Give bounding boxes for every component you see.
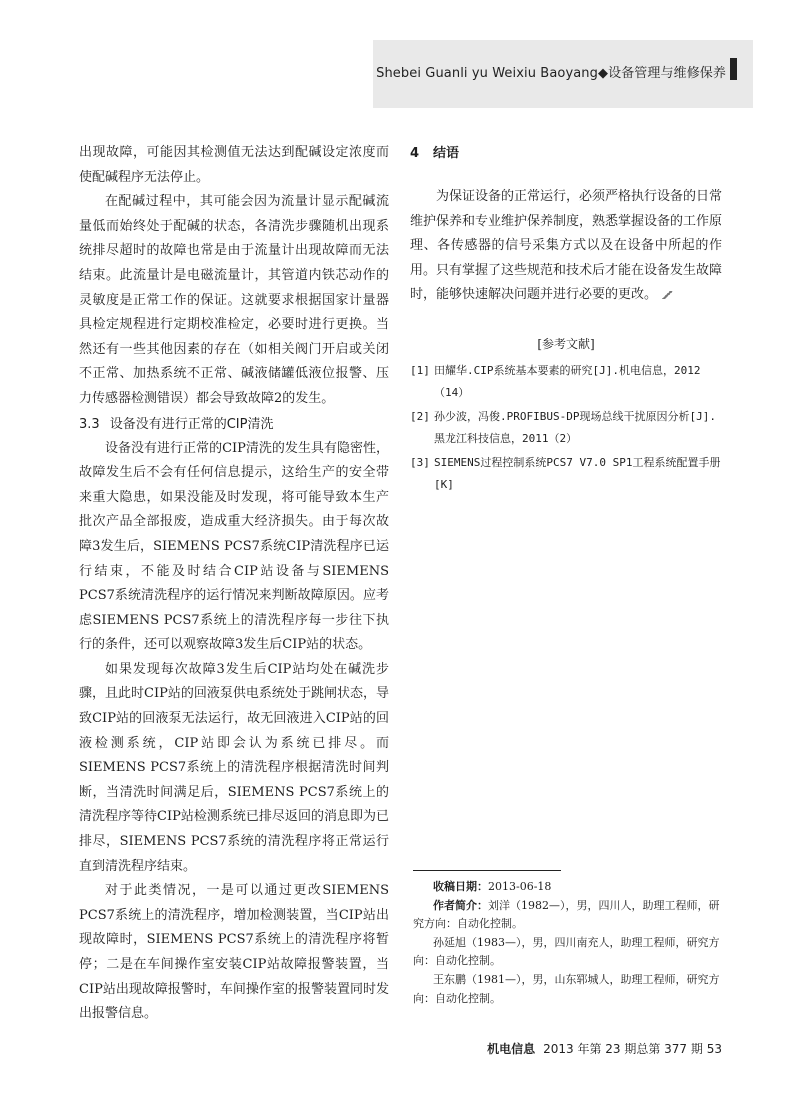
issue-info: 2013 年第 23 期总第 377 期 — [543, 1042, 703, 1056]
section-title: 结语 — [433, 146, 460, 161]
author-2: 孙延旭（1983—），男，四川南充人，助理工程师，研究方向：自动化控制。 — [413, 935, 720, 968]
left-column — [79, 141, 389, 1027]
reference-item — [410, 452, 722, 496]
conclusion-text: 为保证设备的正常运行，必须严格执行设备的日常维护保养和专业维护保养制度，熟悉掌握设备的工作原理、各传感器的信号采集方式以及在设备中所起的作用。只有掌握了这些规范和技术后才能在设备发生故障时，能够快速解决问题并进行必要的更改。 — [410, 189, 723, 303]
footnotes — [413, 878, 723, 1008]
page-footer — [487, 1040, 722, 1057]
header-bar-mark — [730, 58, 737, 80]
section-number: 4 — [410, 146, 420, 161]
paragraph-flowmeter: 在配碱过程中，其可能会因为流量计显示配碱流量低而始终处于配碱的状态，各清洗步骤随机出现系统排尽超时的故障也常是由于流量计出现故障而无法结束。此流量计是电磁流量计，其管道内铁芯动作的灵敏度是正常工作的保证。这就要求根据国家计量器具检定规程进行定期校准检定，必要时进行更换。当然还有一些其他因素的存在（如相关阀门开启或关闭不正常、加热系统不正常、碱液储罐低液位报警、压力传感器检测错误）都会导致故障2的发生。 — [79, 194, 389, 406]
author-label: 作者简介： — [433, 898, 488, 912]
end-mark-icon — [661, 291, 673, 299]
reference-text: 田耀华.CIP系统基本要素的研究[J].机电信息，2012（14） — [434, 363, 701, 399]
received-date: 2013-06-18 — [488, 880, 552, 893]
reference-number: [2] — [410, 409, 430, 423]
paragraph-continued: 出现故障，可能因其检测值无法达到配碱设定浓度而使配碱程序无法停止。 — [79, 145, 389, 185]
section-number: 3.3 — [79, 416, 100, 432]
reference-number: [1] — [410, 363, 430, 377]
section-heading-4 — [410, 141, 722, 167]
reference-item — [410, 360, 722, 404]
section-heading-3-3 — [79, 412, 389, 437]
references-title: [参考文献] — [537, 336, 595, 351]
author-line — [413, 934, 723, 971]
page-number: 53 — [706, 1042, 722, 1056]
paragraph-cip-fault: 设备没有进行正常的CIP清洗的发生具有隐密性，故障发生后不会有任何信息提示，这给生产的安全带来重大隐患，如果没能及时发现，将可能导致本生产批次产品全部报废，造成重大经济损失。由于每次故障3发生后，SIEMENS PCS7系统CIP清洗程序已运行结束，不能及时结合CIP站设备与SIEMENS PCS7系统清洗程序的运行情况来判断故障原因。应考虑SIEMENS PCS7系统上的清洗程序每一步往下执行的条件，还可以观察故障3发生后CIP站的状态。 — [79, 440, 389, 653]
author-3: 王东鹏（1981—），男，山东郓城人，助理工程师，研究方向：自动化控制。 — [413, 972, 720, 1005]
reference-text: SIEMENS过程控制系统PCS7 V7.0 SP1工程系统配置手册[K] — [434, 455, 721, 491]
paragraph-solution: 对于此类情况，一是可以通过更改SIEMENS PCS7系统上的清洗程序，增加检测装置，当CIP站出现故障时，SIEMENS PCS7系统上的清洗程序将暂停；二是在车间操作室安装CIP站故障报警装置，当CIP站出现故障报警时，车间操作室的报警装置同时发出报警信息。 — [79, 883, 389, 1022]
reference-text: 孙少波，冯俊.PROFIBUS-DP现场总线干扰原因分析[J].黑龙江科技信息，2011（2） — [434, 409, 716, 445]
reference-number: [3] — [410, 455, 430, 469]
journal-name: 机电信息 — [487, 1042, 536, 1056]
running-header: Shebei Guanli yu Weixiu Baoyang◆设备管理与维修保养 — [376, 66, 726, 81]
author-line — [413, 971, 723, 1008]
paragraph-cip-analysis: 如果发现每次故障3发生后CIP站均处在碱洗步骤，且此时CIP站的回液泵供电系统处于跳闸状态，导致CIP站的回液泵无法运行，故无回液进入CIP站的回液检测系统，CIP站即会认为系统已排尽。而SIEMENS PCS7系统上的清洗程序根据清洗时间判断，当清洗时间满足后，SIEMENS PCS7系统上的清洗程序等待CIP站检测系统已排尽返回的消息即为已排尽，SIEMENS PCS7系统的清洗程序将正常运行直到清洗程序结束。 — [79, 661, 389, 874]
reference-item — [410, 406, 722, 450]
footnote-divider — [413, 870, 561, 871]
received-date-line — [413, 878, 723, 897]
right-column — [410, 141, 722, 498]
section-title: 设备没有进行正常的CIP清洗 — [109, 416, 274, 432]
author-1: 刘洋（1982—），男，四川人，助理工程师，研究方向：自动化控制。 — [413, 898, 720, 931]
received-label: 收稿日期： — [433, 880, 488, 893]
author-line — [413, 897, 723, 934]
paragraph-conclusion — [410, 185, 722, 308]
